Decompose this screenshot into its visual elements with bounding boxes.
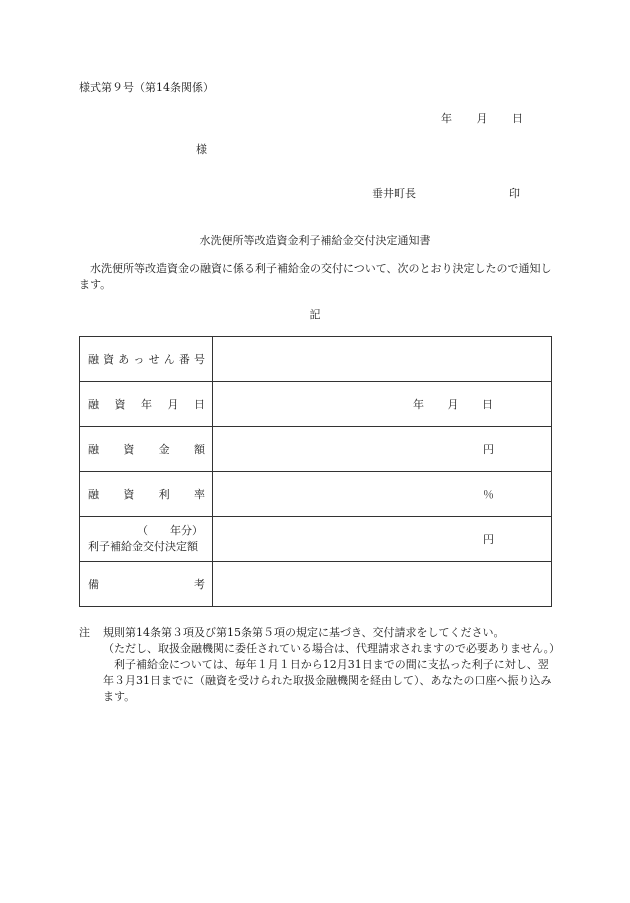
table-row <box>80 517 552 562</box>
note-mark: 注 <box>79 626 90 639</box>
label-char: 月 <box>167 398 179 411</box>
label-char: 融 <box>88 443 99 456</box>
label-loan-amount <box>88 441 205 457</box>
label-char: 利 <box>158 488 170 501</box>
date-month: 月 <box>476 112 488 125</box>
loan-date-month: 月 <box>447 398 459 411</box>
label-loan-date <box>88 396 205 412</box>
label-char: 日 <box>194 398 205 411</box>
loan-number-field[interactable] <box>213 337 552 382</box>
label-cell <box>80 427 213 472</box>
document-title: 水洗便所等改造資金利子補給金交付決定通知書 <box>199 234 431 247</box>
label-char: 融 <box>88 353 99 366</box>
table-row <box>80 427 552 472</box>
label-char: 資 <box>114 398 126 411</box>
notes <box>79 625 559 705</box>
label-char: ん <box>163 353 175 366</box>
percent-unit: ％ <box>483 488 494 501</box>
remarks-field[interactable] <box>213 562 552 607</box>
date-year: 年 <box>441 112 452 125</box>
note-line-1 <box>79 625 559 641</box>
label-cell <box>80 562 213 607</box>
date-day: 日 <box>512 112 523 125</box>
issuer-name: 垂井町長 <box>372 187 416 200</box>
yen-unit: 円 <box>483 443 494 456</box>
label-cell <box>80 382 213 427</box>
yen-unit: 円 <box>483 533 494 546</box>
ki-marker: 記 <box>309 308 321 321</box>
label-remarks <box>88 576 205 592</box>
table-row <box>80 472 552 517</box>
label-char: 考 <box>194 578 205 591</box>
label-char: っ <box>133 353 145 366</box>
loan-date-day: 日 <box>482 398 493 411</box>
label-char: 資 <box>103 353 115 366</box>
body-text: 水洗便所等改造資金の融資に係る利子補給金の交付について、次のとおり決定したので通知します。 <box>79 262 552 291</box>
label-cell <box>80 472 213 517</box>
note-line-3: 利子補給金については、毎年１月１日から12月31日までの間に支払った利子に対し、翌年３月31日までに（融資を受けられた取扱金融機関を経由して）、あなたの口座へ振り込みます。 <box>103 658 552 703</box>
label-char: 資 <box>123 443 135 456</box>
issue-date <box>441 110 523 126</box>
loan-date-value <box>413 396 493 412</box>
label-interest-rate <box>88 486 205 502</box>
loan-date-year: 年 <box>413 398 424 411</box>
form-number: 様式第９号（第14条関係） <box>79 81 214 94</box>
label-loan-number <box>88 351 205 367</box>
label-char: 号 <box>193 353 205 366</box>
table-row <box>80 562 552 607</box>
interest-rate-field[interactable] <box>213 472 552 517</box>
label-subsidy-year: （ 年分） <box>137 524 203 537</box>
loan-amount-field[interactable] <box>213 427 552 472</box>
addressee-suffix: 様 <box>196 143 207 156</box>
label-char: 融 <box>88 398 99 411</box>
label-char: 年 <box>141 398 152 411</box>
label-cell <box>80 337 213 382</box>
label-char: 額 <box>193 443 205 456</box>
label-cell <box>80 517 213 562</box>
table-row <box>80 337 552 382</box>
seal-mark: 印 <box>509 187 520 200</box>
note-text-1: 規則第14条第３項及び第15条第５項の規定に基づき、交付請求をしてください。 <box>103 626 505 639</box>
subsidy-amount-field[interactable] <box>213 517 552 562</box>
table-row <box>80 382 552 427</box>
label-char: あ <box>118 353 130 366</box>
label-subsidy-text: 利子補給金交付決定額 <box>88 540 198 553</box>
label-char: 番 <box>178 353 190 366</box>
label-char: 率 <box>193 488 205 501</box>
label-char: 資 <box>123 488 135 501</box>
label-char: 融 <box>88 488 99 501</box>
label-subsidy-amount <box>88 523 205 555</box>
label-char: 備 <box>88 578 99 591</box>
note-line-2: （ただし、取扱金融機関に委任されている場合は、代理請求されますので必要ありません。） <box>103 642 561 655</box>
loan-date-field[interactable] <box>213 382 552 427</box>
label-char: せ <box>148 353 160 366</box>
label-char: 金 <box>158 443 170 456</box>
detail-table <box>79 336 552 607</box>
